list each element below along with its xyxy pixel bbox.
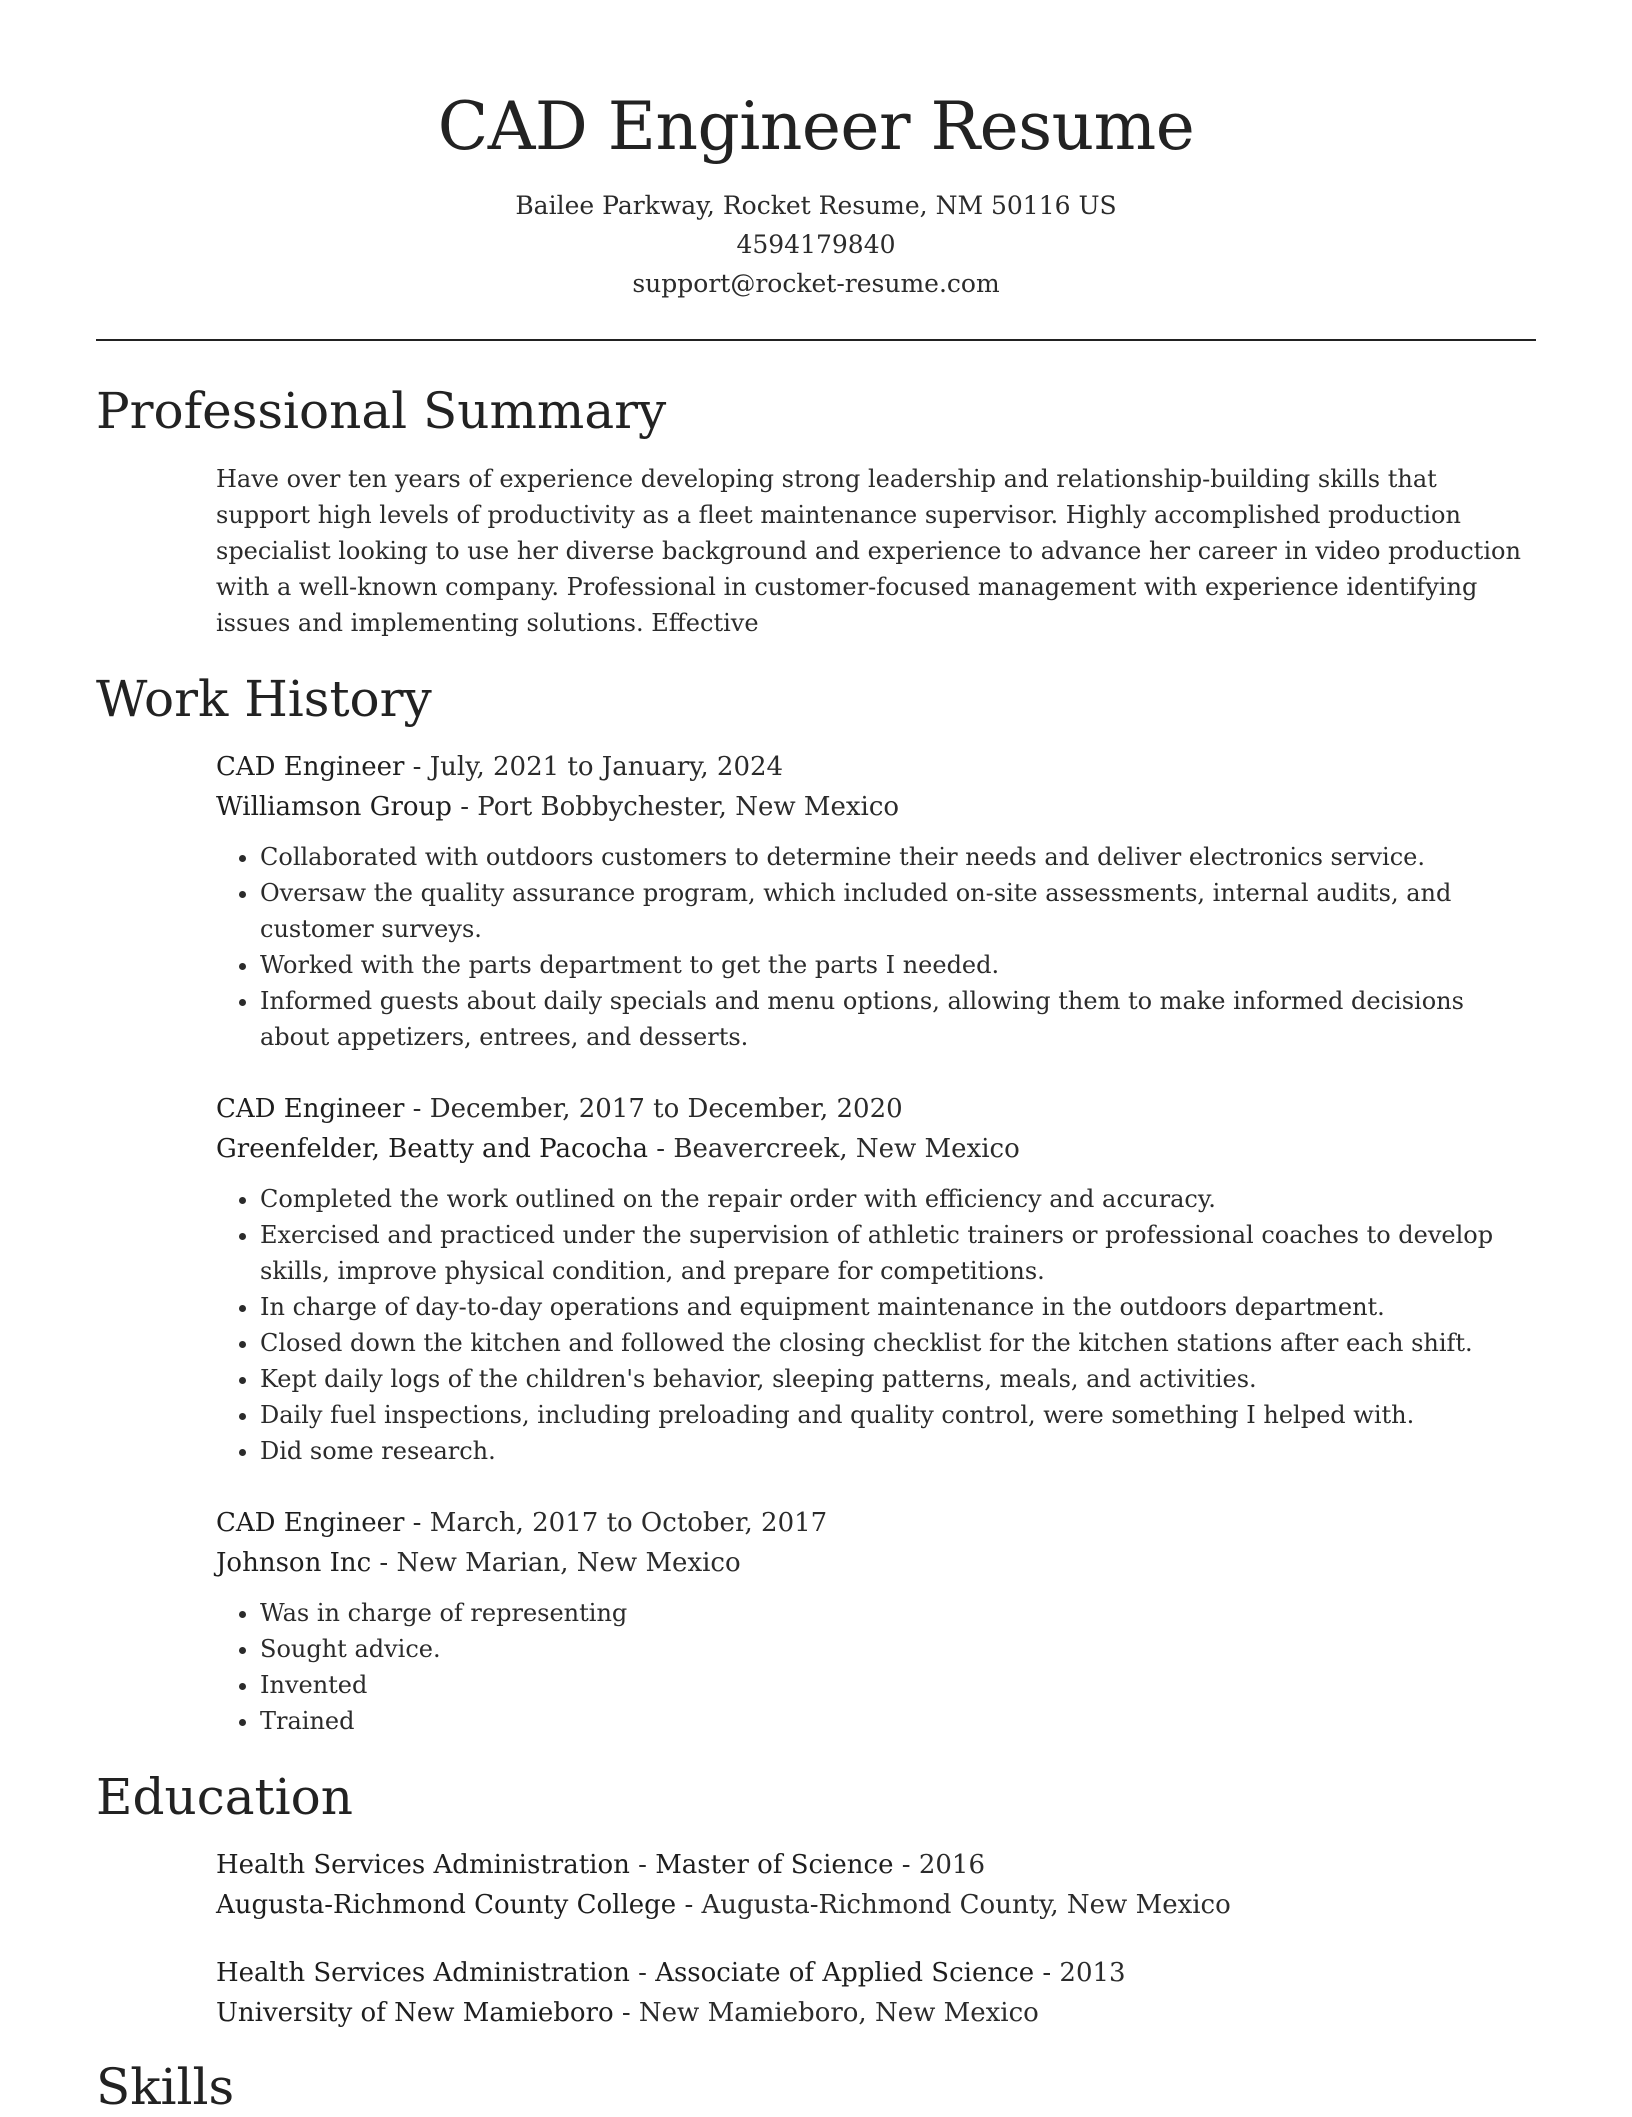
- list-item: • Worked with the parts department to get the parts I needed.: [260, 947, 1536, 983]
- contact-info: [96, 186, 1536, 303]
- job-bullets: [216, 1595, 1536, 1739]
- education-year: 2016: [918, 1850, 985, 1880]
- list-item: • Sought advice.: [260, 1631, 1536, 1667]
- education-year: 2013: [1059, 1958, 1126, 1988]
- list-item: • Did some research.: [260, 1433, 1536, 1469]
- work-history-heading: Work History: [96, 670, 432, 728]
- skills-heading: Skills: [96, 2058, 235, 2116]
- separator: -: [648, 1134, 674, 1164]
- job-title: CAD Engineer: [216, 752, 405, 782]
- job-dates: December, 2017 to December, 2020: [429, 1094, 903, 1124]
- job-dates: July, 2021 to January, 2024: [429, 752, 784, 782]
- list-item: • Daily fuel inspections, including preloading and quality control, were something I helped with.: [260, 1397, 1536, 1433]
- education-school: Augusta-Richmond County College: [216, 1890, 677, 1920]
- separator: -: [629, 1958, 656, 1988]
- education-degree-line: [216, 1845, 1536, 1885]
- job-entry: [216, 747, 1536, 1055]
- job-entry: [216, 1503, 1536, 1739]
- job-title-line: [216, 1503, 1536, 1543]
- education-heading: Education: [96, 1768, 353, 1826]
- list-item: • Trained: [260, 1703, 1536, 1739]
- separator: -: [451, 792, 478, 822]
- separator: -: [1034, 1958, 1060, 1988]
- education-location: Augusta-Richmond County, New Mexico: [701, 1890, 1231, 1920]
- job-dates: March, 2017 to October, 2017: [429, 1508, 828, 1538]
- education-degree: Master of Science: [655, 1850, 894, 1880]
- list-item: • Informed guests about daily specials and menu options, allowing them to make informed decisions about appetizers, entrees, and desserts.: [260, 983, 1536, 1055]
- list-item: • Was in charge of representing: [260, 1595, 1536, 1631]
- separator: -: [404, 1094, 430, 1124]
- list-item: • Invented: [260, 1667, 1536, 1703]
- list-item: • In charge of day-to-day operations and equipment maintenance in the outdoors department.: [260, 1289, 1536, 1325]
- summary-text: Have over ten years of experience developing strong leadership and relationship-building skills that support high levels of productivity as a fleet maintenance supervisor. Highly accomplished production specialist looking to use her diverse background and experience to advance her career in video production with a well-known company. Professional in customer-focused management with experience identifying issues and implementing solutions. Effective: [216, 465, 1521, 637]
- job-title-line: [216, 747, 1536, 787]
- separator: -: [404, 1508, 430, 1538]
- job-company-line: [216, 787, 1536, 827]
- separator: -: [893, 1850, 919, 1880]
- header-divider: [96, 339, 1536, 341]
- job-title: CAD Engineer: [216, 1508, 405, 1538]
- job-location: Port Bobbychester, New Mexico: [477, 792, 900, 822]
- job-company: Williamson Group: [216, 792, 452, 822]
- job-bullets: [216, 1181, 1536, 1469]
- job-title-line: [216, 1089, 1536, 1129]
- job-bullets: [216, 839, 1536, 1055]
- education-degree-line: [216, 1953, 1536, 1993]
- list-item: • Oversaw the quality assurance program, which included on-site assessments, internal audits, and customer surveys.: [260, 875, 1536, 947]
- separator: -: [629, 1850, 656, 1880]
- job-location: New Marian, New Mexico: [396, 1548, 741, 1578]
- education-degree: Associate of Applied Science: [655, 1958, 1035, 1988]
- email-address: support@rocket-resume.com: [632, 269, 1000, 298]
- education-entry: [216, 1953, 1536, 2033]
- job-company-line: [216, 1129, 1536, 1169]
- list-item: • Collaborated with outdoors customers to determine their needs and deliver electronics service.: [260, 839, 1536, 875]
- job-company-line: [216, 1543, 1536, 1583]
- job-entry: [216, 1089, 1536, 1469]
- list-item: • Exercised and practiced under the supervision of athletic trainers or professional coaches to develop skills, improve physical condition, and prepare for competitions.: [260, 1217, 1536, 1289]
- job-company: Johnson Inc: [216, 1548, 372, 1578]
- list-item: • Closed down the kitchen and followed the closing checklist for the kitchen stations after each shift.: [260, 1325, 1536, 1361]
- education-field: Health Services Administration: [216, 1850, 630, 1880]
- resume-header: [96, 0, 1536, 303]
- education-school-line: [216, 1885, 1536, 1925]
- summary-heading: Professional Summary: [96, 382, 667, 440]
- education-school-line: [216, 1993, 1536, 2033]
- education-location: New Mamieboro, New Mexico: [638, 1998, 1039, 2028]
- separator: -: [613, 1998, 639, 2028]
- job-location: Beavercreek, New Mexico: [673, 1134, 1020, 1164]
- list-item: • Kept daily logs of the children's behavior, sleeping patterns, meals, and activities.: [260, 1361, 1536, 1397]
- phone-number: 4594179840: [736, 230, 896, 259]
- address: Bailee Parkway, Rocket Resume, NM 50116 US: [515, 191, 1117, 220]
- separator: -: [676, 1890, 702, 1920]
- education-school: University of New Mamieboro: [216, 1998, 614, 2028]
- resume-title: CAD Engineer Resume: [437, 88, 1195, 165]
- list-item: • Completed the work outlined on the repair order with efficiency and accuracy.: [260, 1181, 1536, 1217]
- separator: -: [404, 752, 430, 782]
- job-company: Greenfelder, Beatty and Pacocha: [216, 1134, 649, 1164]
- education-entry: [216, 1845, 1536, 1925]
- job-title: CAD Engineer: [216, 1094, 405, 1124]
- separator: -: [371, 1548, 397, 1578]
- education-field: Health Services Administration: [216, 1958, 630, 1988]
